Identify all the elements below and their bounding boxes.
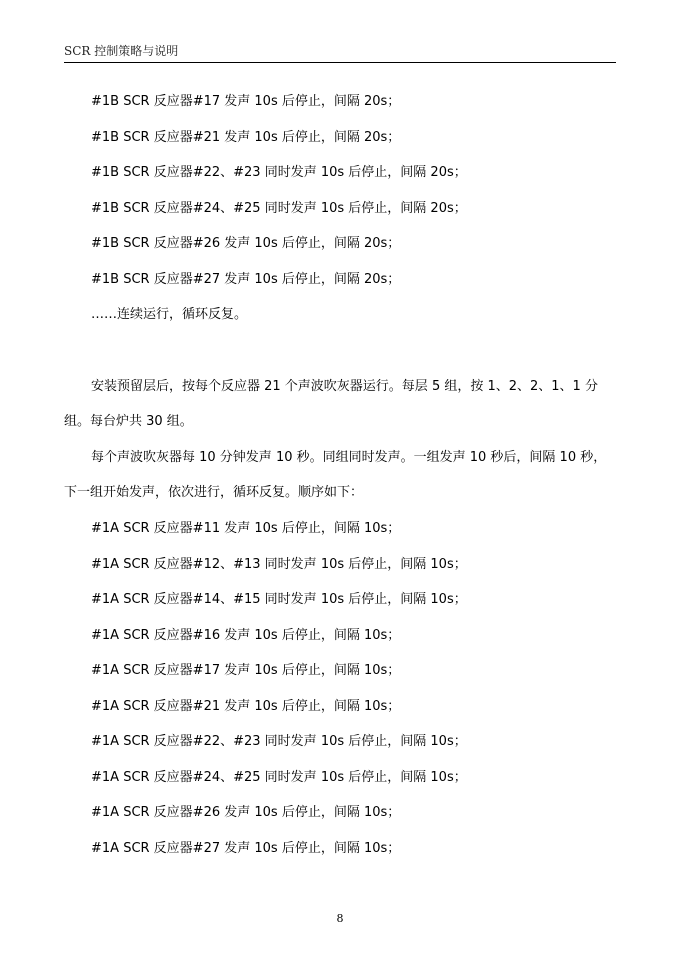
page-number: 8	[336, 912, 344, 925]
list-1b-item: #1B SCR 反应器#24、#25 同时发声 10s 后停止，间隔 20s；	[91, 201, 467, 216]
paragraph-install-line2: 组。每台炉共 30 组。	[64, 414, 193, 429]
list-1a-item: #1A SCR 反应器#17 发声 10s 后停止，间隔 10s；	[91, 663, 401, 678]
list-1b-item: #1B SCR 反应器#17 发声 10s 后停止，间隔 20s；	[91, 94, 401, 109]
list-1a-item: #1A SCR 反应器#24、#25 同时发声 10s 后停止，间隔 10s；	[91, 770, 467, 785]
header-rule	[64, 62, 616, 63]
list-1b-item: #1B SCR 反应器#22、#23 同时发声 10s 后停止，间隔 20s；	[91, 165, 467, 180]
list-1a-item: #1A SCR 反应器#26 发声 10s 后停止，间隔 10s；	[91, 805, 401, 820]
running-header: SCR 控制策略与说明	[64, 44, 179, 58]
list-1a-item: #1A SCR 反应器#21 发声 10s 后停止，间隔 10s；	[91, 699, 401, 714]
list-1a-item: #1A SCR 反应器#27 发声 10s 后停止，间隔 10s；	[91, 841, 401, 856]
list-1a-item: #1A SCR 反应器#12、#13 同时发声 10s 后停止，间隔 10s；	[91, 557, 467, 572]
list-1b-item: #1B SCR 反应器#26 发声 10s 后停止，间隔 20s；	[91, 236, 401, 251]
list-1a-item: #1A SCR 反应器#11 发声 10s 后停止，间隔 10s；	[91, 521, 401, 536]
list-1a-item: #1A SCR 反应器#22、#23 同时发声 10s 后停止，间隔 10s；	[91, 734, 467, 749]
list-1a-item: #1A SCR 反应器#14、#15 同时发声 10s 后停止，间隔 10s；	[91, 592, 467, 607]
paragraph-each-line2: 下一组开始发声，依次进行，循环反复。顺序如下：	[64, 485, 364, 500]
paragraph-each-line1: 每个声波吹灰器每 10 分钟发声 10 秒。同组同时发声。一组发声 10 秒后，间隔 10 秒，	[91, 450, 607, 465]
list-1a-item: #1A SCR 反应器#16 发声 10s 后停止，间隔 10s；	[91, 628, 401, 643]
list-1b-continuation: ……连续运行，循环反复。	[91, 307, 248, 322]
paragraph-install-line1: 安装预留层后，按每个反应器 21 个声波吹灰器运行。每层 5 组，按 1、2、2、1、1 分	[91, 379, 598, 394]
list-1b-item: #1B SCR 反应器#27 发声 10s 后停止，间隔 20s；	[91, 272, 401, 287]
list-1b-item: #1B SCR 反应器#21 发声 10s 后停止，间隔 20s；	[91, 130, 401, 145]
